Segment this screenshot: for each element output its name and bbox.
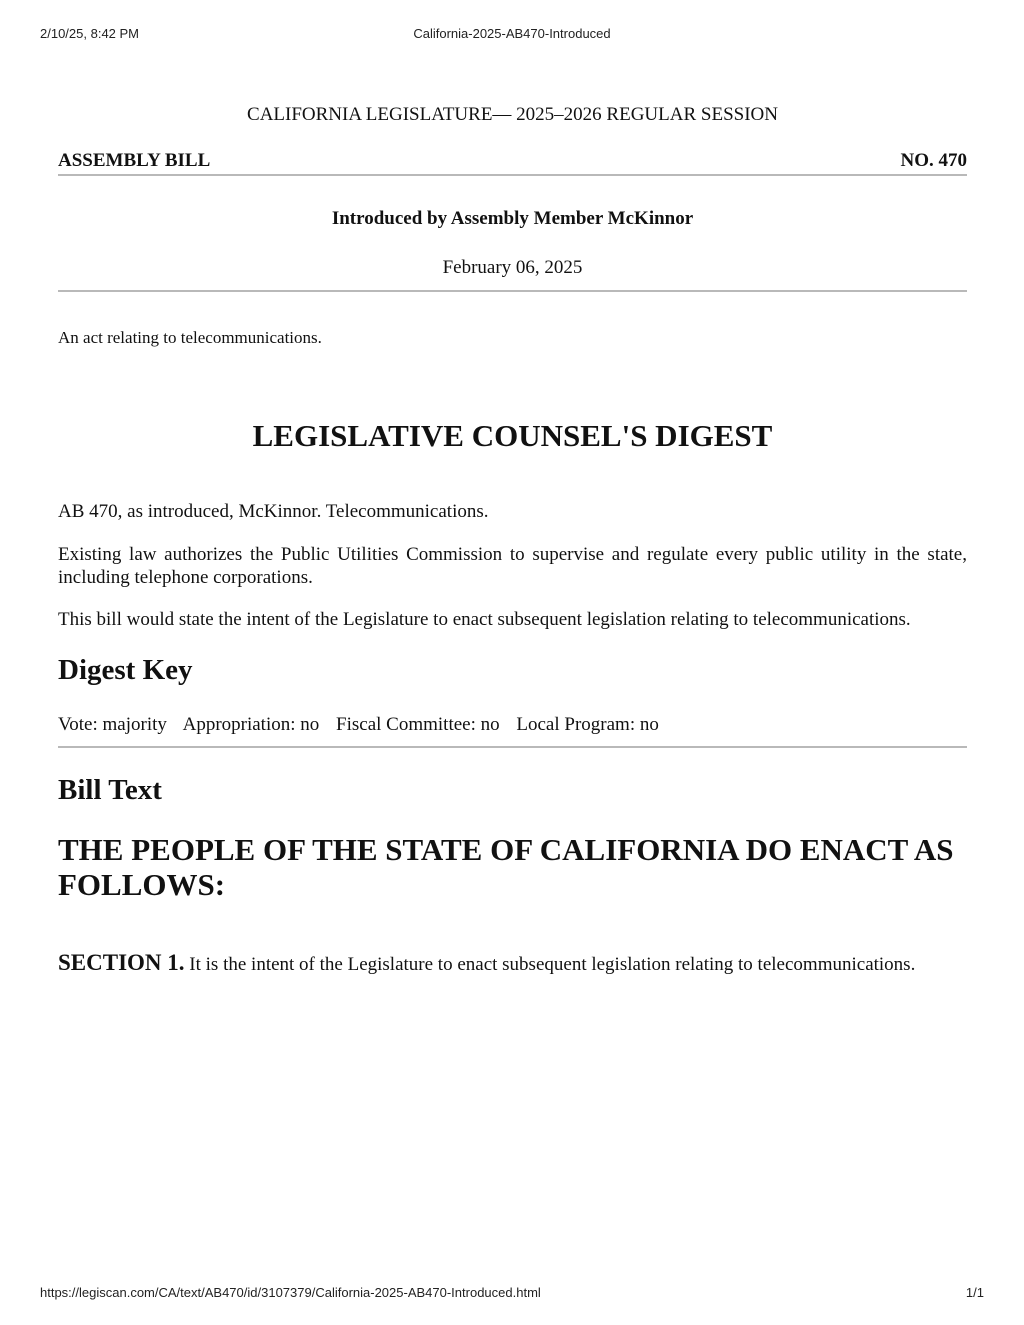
enacting-clause: THE PEOPLE OF THE STATE OF CALIFORNIA DO ENACT AS FOLLOWS: (58, 832, 954, 902)
divider (58, 290, 967, 292)
local-program-value: Local Program: no (516, 714, 659, 735)
bill-text-heading: Bill Text (58, 774, 162, 806)
print-page-title: California-2025-AB470-Introduced (413, 26, 611, 41)
act-title: An act relating to telecommunications. (58, 328, 322, 347)
bill-identifier-row (58, 150, 967, 176)
print-header (40, 26, 984, 44)
introduced-date: February 06, 2025 (442, 257, 583, 278)
print-footer (40, 1285, 984, 1303)
digest-existing-law: Existing law authorizes the Public Utilities Commission to supervise and regulate every public utility in the state, including telephone corporations. (58, 544, 967, 588)
page-number: 1/1 (965, 1285, 984, 1300)
session-title: CALIFORNIA LEGISLATURE— 2025–2026 REGULAR SESSION (247, 104, 778, 125)
digest-key-heading: Digest Key (58, 654, 193, 686)
print-datetime: 2/10/25, 8:42 PM (40, 26, 140, 41)
introduced-by: Introduced by Assembly Member McKinnor (331, 208, 694, 229)
appropriation-value: Appropriation: no (182, 714, 320, 735)
section-1 (58, 950, 967, 976)
bill-type: ASSEMBLY BILL (58, 150, 211, 171)
digest-key-row (58, 714, 671, 736)
divider (58, 746, 967, 748)
vote-value: Vote: majority (58, 714, 167, 735)
fiscal-committee-value: Fiscal Committee: no (336, 714, 500, 735)
section-text: It is the intent of the Legislature to enact subsequent legislation relating to telecommunications. (189, 954, 916, 975)
digest-heading: LEGISLATIVE COUNSEL'S DIGEST (252, 418, 773, 453)
digest-summary: AB 470, as introduced, McKinnor. Telecommunications. (58, 501, 489, 522)
section-label: SECTION 1. (58, 950, 185, 975)
bill-number: NO. 470 (900, 150, 967, 171)
digest-bill-intent: This bill would state the intent of the Legislature to enact subsequent legislation relating to telecommunications. (58, 609, 911, 630)
page-url: https://legiscan.com/CA/text/AB470/id/3107379/California-2025-AB470-Introduced.html (40, 1285, 541, 1300)
